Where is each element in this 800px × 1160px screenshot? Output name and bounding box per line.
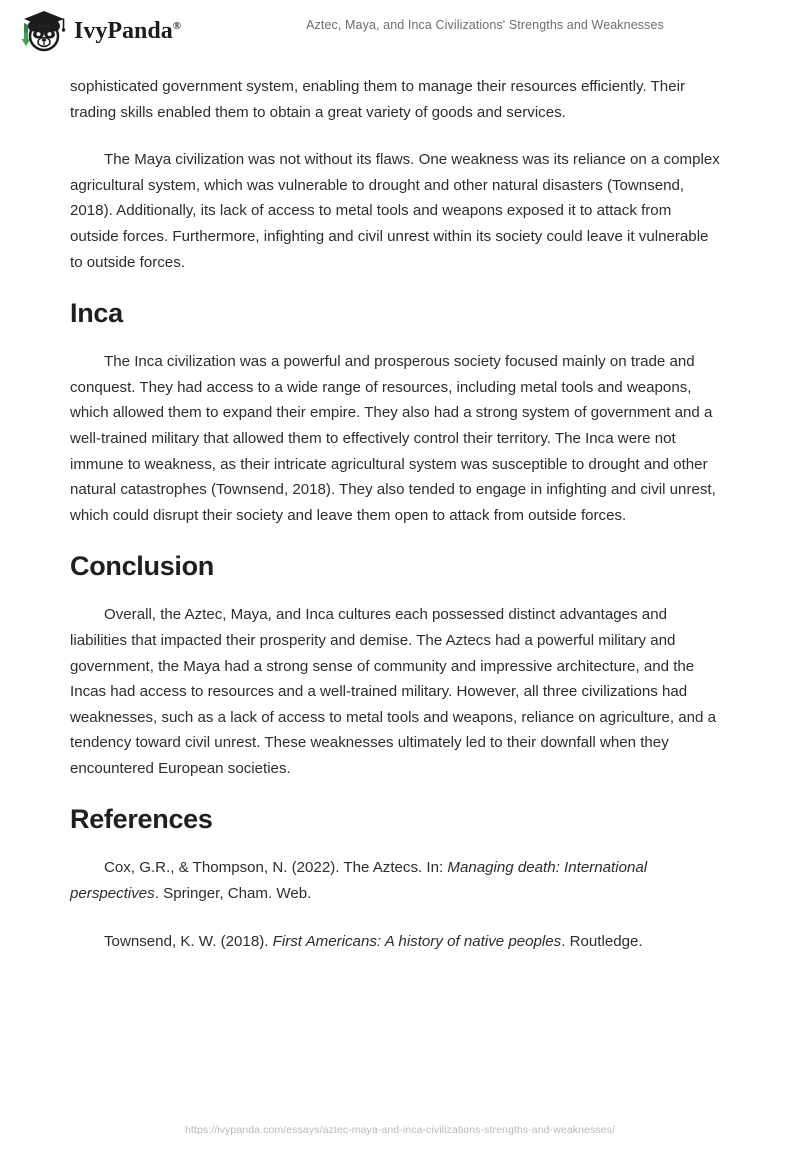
paragraph-conclusion: Overall, the Aztec, Maya, and Inca cultures each possessed distinct advantages and liabilities that impacted their prosperity and demise. The Aztecs had a powerful military and government, the Maya had a strong sense of community and impressive architecture, and the Incas had access to resources and a well-trained military. However, all three civilizations had weaknesses, such as a lack of access to metal tools and weapons, reliance on agriculture, and a tendency toward civil unrest. These weaknesses ultimately led to their downfall when they encountered European societies. xyxy=(70,606,717,777)
paragraph-inca: The Inca civilization was a powerful and prosperous society focused mainly on trade and conquest. They had access to a wide range of resources, including metal tools and weapons, which allowed them to expand their empire. They also had a strong system of government and a well-trained military that allowed them to effectively control their territory. The Inca were not immune to weakness, as their intricate agricultural system was susceptible to drought and other natural catastrophes (Townsend, 2018). They also tended to engage in infighting and civil unrest, which could disrupt their society and leave them open to attack from outside forces. xyxy=(70,353,716,524)
document-body xyxy=(70,74,722,976)
reference-text-after-italic: . Springer, Cham. Web. xyxy=(154,885,312,903)
source-url[interactable]: https://ivypanda.com/essays/aztec-maya-and-inca-civilizations-strengths-and-weaknesses/ xyxy=(184,1124,616,1136)
document-title: Aztec, Maya, and Inca Civilizations' Strengths and Weaknesses xyxy=(306,18,664,32)
reference-text-before-italic: Cox, G.R., & Thompson, N. (2022). The Aztecs. In: xyxy=(104,859,448,877)
brand-name-text: IvyPanda xyxy=(74,18,173,44)
reference-list xyxy=(70,855,722,954)
paragraph-maya-strengths-continued: sophisticated government system, enabling them to manage their resources efficiently. Their trading skills enabled them to obtain a great variety of goods and services. xyxy=(70,78,685,121)
reference-text-after-italic: . Routledge. xyxy=(561,932,643,950)
heading-references: References xyxy=(70,804,213,835)
page-footer xyxy=(0,1120,800,1138)
reference-text-before-italic: Townsend, K. W. (2018). xyxy=(104,932,273,950)
reference-title-italic: First Americans: A history of native peoples xyxy=(272,932,562,950)
heading-conclusion: Conclusion xyxy=(70,551,214,582)
registered-mark: ® xyxy=(172,20,181,32)
reference-entry xyxy=(70,855,722,906)
reference-title-italic: Managing death: International perspectives xyxy=(70,859,648,903)
heading-inca: Inca xyxy=(70,298,123,329)
paragraph-maya-weaknesses: The Maya civilization was not without its flaws. One weakness was its reliance on a complex agricultural system, which was vulnerable to drought and other natural disasters (Townsend, 2018). Additionally, its lack of access to metal tools and weapons exposed it to attack from outside forces. Furthermore, infighting and civil unrest within its society could leave it vulnerable to outside forces. xyxy=(70,151,720,271)
reference-entry xyxy=(70,929,722,955)
page-header xyxy=(0,0,800,62)
